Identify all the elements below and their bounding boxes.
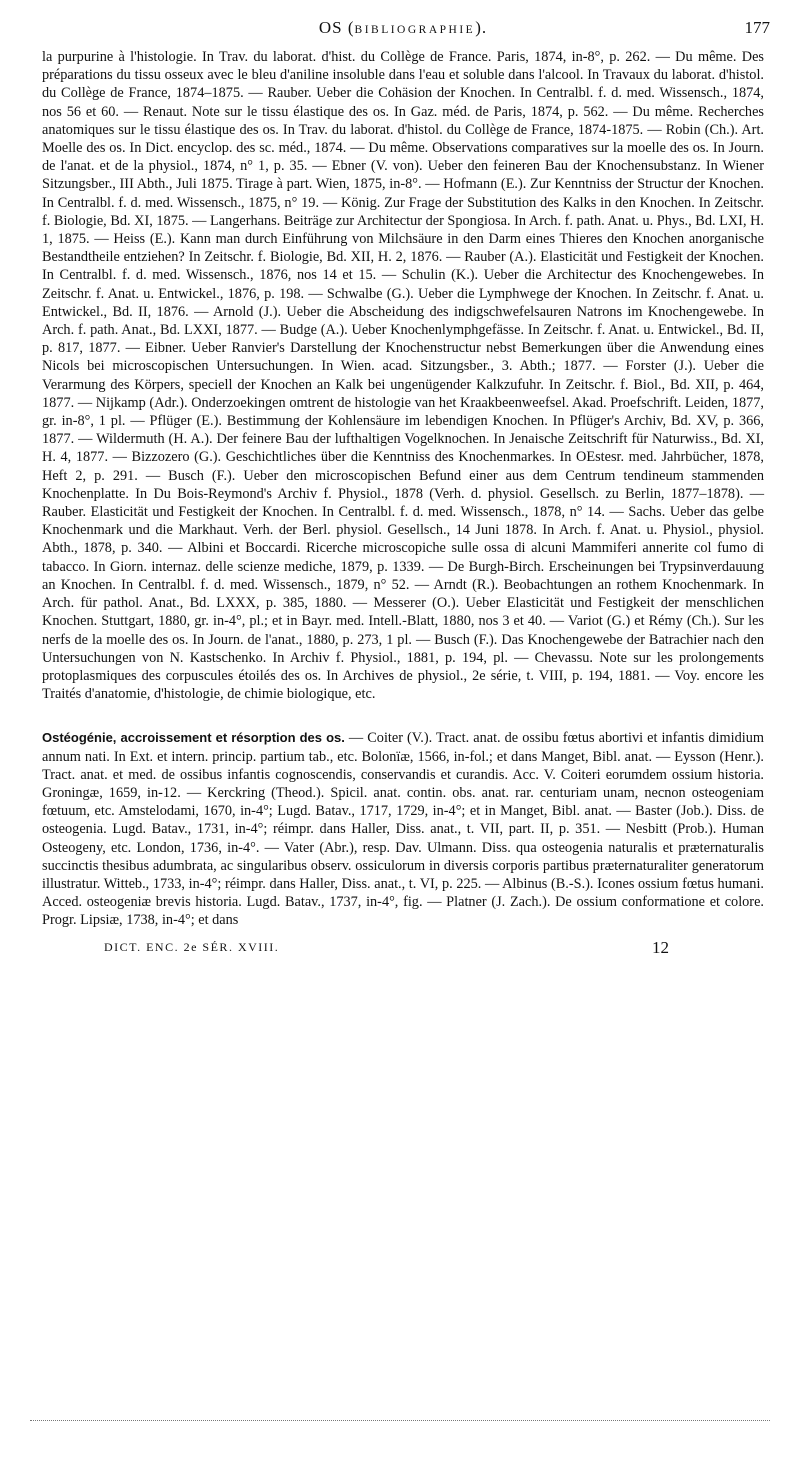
- footer-signature: DICT. ENC. 2e SÉR. XVIII.: [104, 939, 280, 954]
- section-heading: Ostéogénie, accroissement et résorption des os.: [42, 730, 345, 746]
- running-title-end: ).: [475, 18, 488, 37]
- running-title: [42, 18, 764, 38]
- osteogenesis-text: — Coiter (V.). Tract. anat. de ossibu fœtus abortivi et infantis dimidium annum nati. In Ext. et intern. princip. partium tab., etc. Bolonïæ, 1566, in-fol.; et dans Manget, Bibl. anat. — Eysson (Henr.). Tract. anat. et med. de ossibus infantis cognoscendis, conservandis et curandis. Acc. V. Coiteri eorumdem ossium historia. Groningæ, 1659, in-12. — Kerckring (Theod.). Spicil. anat. contin. obs. anat. rar. centuriam unam, necnon osteogeniam fœtuum, etc. Amstelodami, 1670, in-4°; Lugd. Batav., 1717, 1729, in-4°; et in Manget, Bibl. anat. — Baster (Job.). Diss. de osteogenia. Lugd. Batav., 1731, in-4°; réimpr. dans Haller, Diss. anat., t. VII, part. II, p. 351. — Nesbitt (Prob.). Human Osteogeny, etc. London, 1736, in-4°. — Vater (Abr.), resp. Dav. Ulmann. Diss. qua osteogenia naturalis et præternaturalis succinctis thesibus adumbrata, ac singularibus observ. ossiculorum in diversis corporis partibus præternaturaliter generatorum illustratur. Witteb., 1733, in-4°; réimpr. dans Haller, Diss. anat., t. VI, p. 225. — Albinus (B.-S.). Icones ossium fœtus humani. Acced. osteogeniæ brevis historia. Lugd. Batav., 1737, in-4°, fig. — Platner (J. Zach.). De ossium conformatione et colore. Progr. Lipsiæ, 1738, in-4°; et dans: [42, 730, 764, 929]
- osteogenesis-paragraph: [42, 729, 764, 929]
- bibliography-paragraph: la purpurine à l'histologie. In Trav. du laborat. d'hist. du Collège de France. Paris, 1874, in-8°, p. 262. — Du même. Des préparations du tissu osseux avec le bleu d'aniline insoluble dans l'eau et soluble dans l'alcool. In Travaux du laborat. d'histol. du Collège de France, 1874–1875. — Rauber. Ueber die Cohäsion der Knochen. In Centralbl. f. d. med. Wissensch., 1874, nos 56 et 60. — Renaut. Note sur le tissu élastique des os. In Gaz. méd. de Paris, 1874, p. 562. — Du même. Recherches anatomiques sur le tissu élastique des os. In Trav. du laborat. d'histol. du Collège de France, 1874-1875. — Robin (Ch.). Art. Moelle des os. In Dict. encyclop. des sc. méd., 1874. — Du même. Observations comparatives sur la moelle des os. In Journ. de l'anat. et de la physiol., 1874, n° 1, p. 35. — Ebner (V. von). Ueber den feineren Bau der Knochensubstanz. In Wiener Sitzungsber., III Abth., Juli 1875. Tirage à part. Wien, 1875, in-8°. — Hofmann (E.). Zur Kenntniss der Structur der Knochen. In Centralbl. f. d. med. Wissensch., 1875, n° 19. — König. Zur Frage der Substitution des Kalks in den Knochen. In Zeitschr. f. Biologie, Bd. XI, 1875. — Langerhans. Beiträge zur Architectur der Spongiosa. In Arch. f. path. Anat. u. Phys., Bd. LXI, H. 1, 1875. — Heiss (E.). Kann man durch Einführung von Milchsäure in den Darm eines Thieres den Knochen anorganische Bestandtheile entziehen? In Zeitschr. f. Biologie, Bd. XII, H. 2, 1876. — Rauber (A.). Elasticität und Festigkeit der Knochen. In Centralbl. f. d. med. Wissensch., 1876, nos 14 et 15. — Schulin (K.). Ueber die Architectur des Knochengewebes. In Zeitschr. f. Anat. u. Entwickel., 1876, p. 198. — Schwalbe (G.). Ueber die Lymphwege der Knochen. In Zeitschr. f. Anat. u. Entwickel., Bd. II, 1876. — Arnold (J.). Ueber die Abscheidung des indigschwefelsauren Natrons im Knochengewebe. In Arch. f. path. Anat., Bd. LXXI, 1877. — Budge (A.). Ueber Knochenlymphgefässe. In Zeitschr. f. Anat. u. Entwickel., Bd. II, p. 817, 1877. — Eibner. Ueber Ranvier's Darstellung der Knochenstructur nebst Bemerkungen über die Anwendung eines Nicols bei microscopischen Untersuchungen. In Wien. acad. Sitzungsber., 3. Abth.; 1877. — Forster (J.). Ueber die Verarmung des Körpers, speciell der Knochen an Kalk bei ungenügender Kalkzufuhr. In Zeitschr. f. Biol., Bd. XII, p. 464, 1877. — Nijkamp (Adr.). Onderzoekingen omtrent de histologie van het Kraakbeenweefsel. Akad. Proefschrift. Leiden, 1877, gr. in-8°, 1 pl. — Pflüger (E.). Bestimmung der Kohlensäure im lebendigen Knochen. In Pflüger's Archiv, Bd. XV, p. 366, 1877. — Wildermuth (H. A.). Der feinere Bau der lufthaltigen Vogelknochen. In Jenaische Zeitschrift für Naturwiss., Bd. XI, H. 4, 1877. — Bizzozero (G.). Geschichtliches über die Kenntniss des Knochenmarkes. In OEstesr. med. Jahrbücher, 1878, Heft 2, p. 291. — Busch (F.). Ueber den microscopischen Befund einer aus dem Centrum tendineum stammenden Knochenplatte. In Du Bois-Reymond's Archiv f. Physiol., 1878 (Verh. d. physiol. Gesellsch. zu Berlin, 1877–1878). — Rauber. Elasticität und Festigkeit der Knochen. In Centralbl. f. d. med. Wissensch., 1878, n° 14. — Sachs. Ueber das gelbe Knochenmark und die Markhaut. Verh. der Berl. physiol. Gesellsch., 14 Juni 1878. In Arch. f. Anat. u. Physiol., physiol. Abth., 1878, p. 340. — Albini et Boccardi. Ricerche microscopiche sulle ossa di alcuni Mammiferi annerite col fumo di tabacco. In Giorn. internaz. delle scienze mediche, 1879, p. 1339. — De Burgh-Birch. Erscheinungen bei Trypsinverdauung an Knochen. In Centralbl. f. d. med. Wissensch., 1879, n° 52. — Arndt (R.). Beobachtungen an rothem Knochenmark. In Arch. für pathol. Anat., Bd. LXXX, p. 385, 1880. — Messerer (O.). Ueber Elasticität und Festigkeit der menschlichen Knochen. Stuttgart, 1880, gr. in-4°, pl.; et in Bayr. med. Intell.-Blatt, 1880, nos 3 et 40. — Variot (G.) et Rémy (Ch.). Sur les nerfs de la moelle des os. In Journ. de l'anat., 1880, p. 273, 1 pl. — Busch (F.). Das Knochengewebe der Batrachier nach den Untersuchungen von N. Kastschenko. In Archiv f. Physiol., 1881, p. 194, pl. — Chevassu. Note sur les prolongements protoplasmiques des corpuscules étoilés des os. In Archives de physiol., 2e série, t. VIII, p. 194, 1881. — Voy. encore les Traités d'anatomie, d'histologie, de chimie biologique, etc.: [42, 49, 764, 703]
- page-edge-divider: [30, 1420, 770, 1421]
- running-head: [42, 18, 770, 48]
- running-title-start: OS (: [318, 18, 355, 37]
- footer-sheet-number: 12: [652, 937, 669, 957]
- page: [42, 18, 770, 964]
- running-title-smallcaps: BIBLIOGRAPHIE: [354, 24, 476, 36]
- bibliography-block-structure: [42, 48, 764, 703]
- page-number: 177: [744, 18, 770, 37]
- page-footer: [42, 938, 764, 964]
- bibliography-block-osteogenesis: [42, 729, 764, 929]
